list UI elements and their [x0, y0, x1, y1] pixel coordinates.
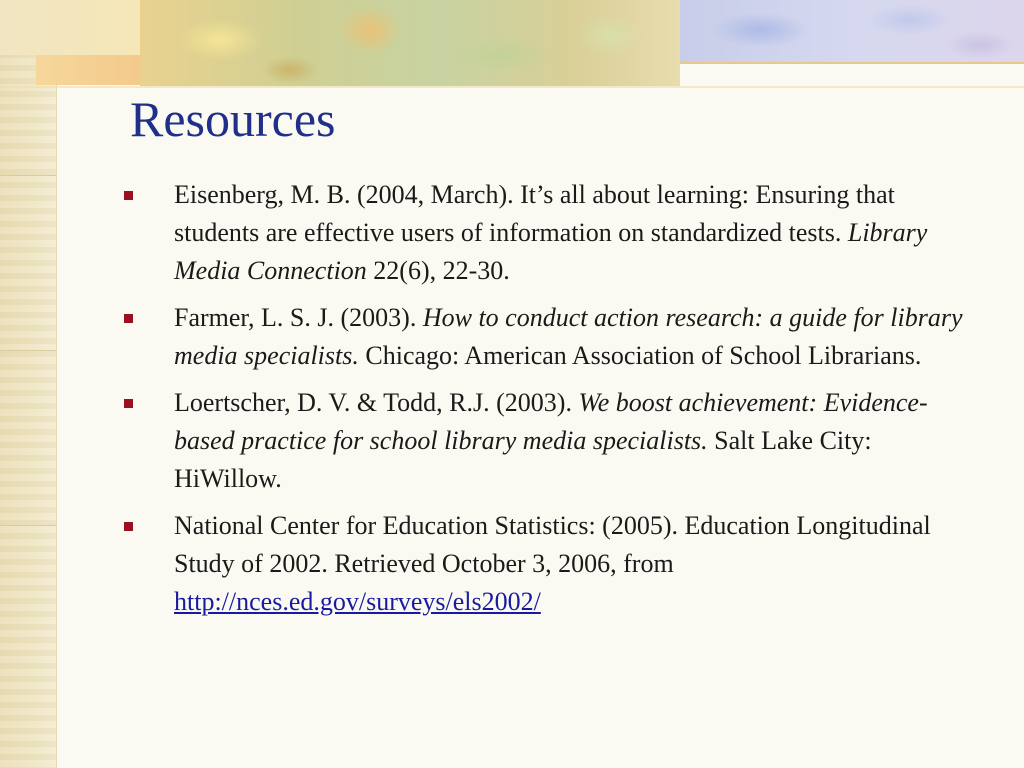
left-decorative-strip: [0, 0, 57, 768]
reference-link[interactable]: http://nces.ed.gov/surveys/els2002/: [174, 587, 541, 616]
reference-text: Farmer, L. S. J. (2003).: [174, 303, 423, 332]
reference-item: [120, 507, 964, 621]
reference-text: Loertscher, D. V. & Todd, R.J. (2003).: [174, 388, 579, 417]
blue-leaves-image: [680, 0, 1024, 62]
reference-item: [120, 299, 964, 375]
reference-text: National Center for Education Statistics: (2005). Education Longitudinal Study of 2002. Retrieved October 3, 2006, from: [174, 511, 931, 578]
bullet-icon: [124, 399, 133, 408]
bullet-icon: [124, 191, 133, 200]
reference-text: Eisenberg, M. B. (2004, March). It’s all about learning: Ensuring that students are effective users of information on standardized tests.: [174, 180, 895, 247]
reference-item: [120, 176, 964, 290]
bullet-icon: [124, 522, 133, 531]
bullet-icon: [124, 314, 133, 323]
leaves-image: [140, 0, 680, 86]
reference-text: Salt Lake City: HiWillow.: [174, 426, 872, 493]
slide-title: Resources: [130, 91, 336, 147]
reference-text: Chicago: American Association of School Librarians.: [358, 341, 922, 370]
reference-text: 22(6), 22-30.: [366, 256, 510, 285]
book-title: We boost achievement: Evidence-based practice for school library media specialists.: [174, 388, 928, 455]
book-title: How to conduct action research: a guide for library media specialists.: [174, 303, 963, 370]
top-decorative-banner: [0, 0, 1024, 88]
reference-list: [120, 176, 980, 630]
journal-title: Library Media Connection: [174, 218, 928, 285]
reference-item: [120, 384, 964, 498]
